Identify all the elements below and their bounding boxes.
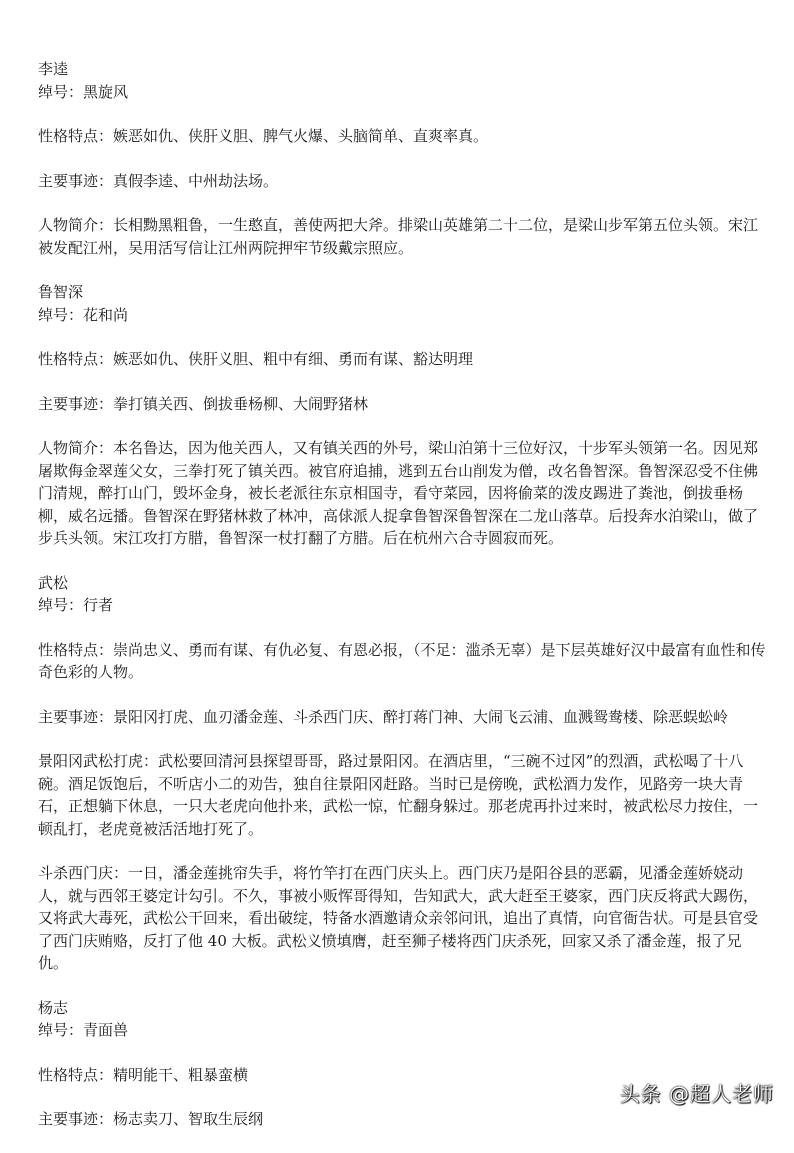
character-intro: 人物简介：本名鲁达，因为他关西人，又有镇关西的外号，梁山泊第十三位好汉，十步军头领第一名。因见郑屠欺侮金翠莲父女，三拳打死了镇关西。被官府追捕，逃到五台山削发为僧，改名鲁智深。鲁智深忍受不住佛门清规，醉打山门，毁坏金身，被长老派往东京相国寺，看守菜园，因将偷菜的泼皮踢进了粪池，倒拔垂杨柳，威名远播。鲁智深在野猪林救了林冲，高俅派人捉拿鲁智深鲁智深在二龙山落草。后投奔水泊梁山，做了步兵头领。宋江攻打方腊，鲁智深一杖打翻了方腊。后在杭州六合寺圆寂而死。 [38, 439, 759, 547]
character-intro: 人物简介：长相黝黑粗鲁，一生憨直，善使两把大斧。排梁山英雄第二十二位，是梁山步军第五位头领。宋江被发配江州，吴用活写信让江州两院押牢节级戴宗照应。 [38, 216, 759, 257]
character-nickname: 绰号：行者 [38, 596, 114, 614]
character-nickname: 绰号：花和尚 [38, 305, 129, 324]
character-traits: 性格特点：精明能干、粗暴蛮横 [38, 1065, 249, 1084]
watermark: 头条 @超人老师 [619, 1082, 774, 1106]
character-section-yang-zhi [38, 997, 768, 1131]
character-events: 主要事迹：杨志卖刀、智取生辰纲 [38, 1110, 264, 1128]
character-section-lu-zhishen [38, 281, 768, 550]
character-traits: 性格特点：崇尚忠义、勇而有谋、有仇必复、有恩必报，（不足：滥杀无辜）是下层英雄好汉中最富有血性和传奇色彩的人物。 [38, 640, 766, 681]
character-events: 主要事迹：景阳冈打虎、血刃潘金莲、斗杀西门庆、醉打蒋门神、大闹飞云浦、血溅鸳鸯楼、除恶蜈蚣岭 [38, 707, 729, 726]
character-story-tiger: 景阳冈武松打虎：武松要回清河县探望哥哥，路过景阳冈。在酒店里，“三碗不过冈”的烈酒，武松喝了十八碗。酒足饭饱后，不听店小二的劝告，独自往景阳冈赶路。当时已是傍晚，武松酒力发作，见路旁一块大青石，正想躺下休息，一只大老虎向他扑来，武松一惊，忙翻身躲过。那老虎再扑过来时，被武松尽力按住，一顿乱打，老虎竟被活活地打死了。 [38, 752, 759, 838]
character-name: 鲁智深 [38, 283, 84, 301]
character-section-li-kui [38, 58, 768, 259]
character-nickname: 绰号：黑旋风 [38, 82, 129, 101]
character-nickname: 绰号：青面兽 [38, 1021, 129, 1039]
character-name: 杨志 [38, 998, 69, 1017]
character-traits: 性格特点：嫉恶如仇、侠肝义胆、脾气火爆、头脑简单、直爽率真。 [38, 127, 489, 145]
character-name: 李逵 [38, 60, 69, 78]
character-traits: 性格特点：嫉恶如仇、侠肝义胆、粗中有细、勇而有谋、豁达明理 [38, 350, 474, 368]
character-name: 武松 [38, 573, 69, 592]
character-events: 主要事迹：拳打镇关西、倒拔垂杨柳、大闹野猪林 [38, 394, 369, 413]
character-events: 主要事迹：真假李逵、中州劫法场。 [38, 171, 279, 190]
character-section-wu-song [38, 572, 768, 975]
document-page [38, 58, 768, 1153]
character-story-ximen: 斗杀西门庆：一日，潘金莲挑帘失手，将竹竿打在西门庆头上。西门庆乃是阳谷县的恶霸，见潘金莲娇娆动人，就与西邻王婆定计勾引。不久，事被小贩恽哥得知，告知武大，武大赶至王婆家，西门庆反将武大踢伤，又将武大毒死，武松公干回来，看出破绽，特备水酒邀请众亲邻问讯，追出了真情，向官衙告状。可是县官受了西门庆贿赂，反打了他 40 大板。武松义愤填膺，赶至狮子楼将西门庆杀死，回家又杀了潘金莲，报了兄仇。 [38, 864, 759, 972]
